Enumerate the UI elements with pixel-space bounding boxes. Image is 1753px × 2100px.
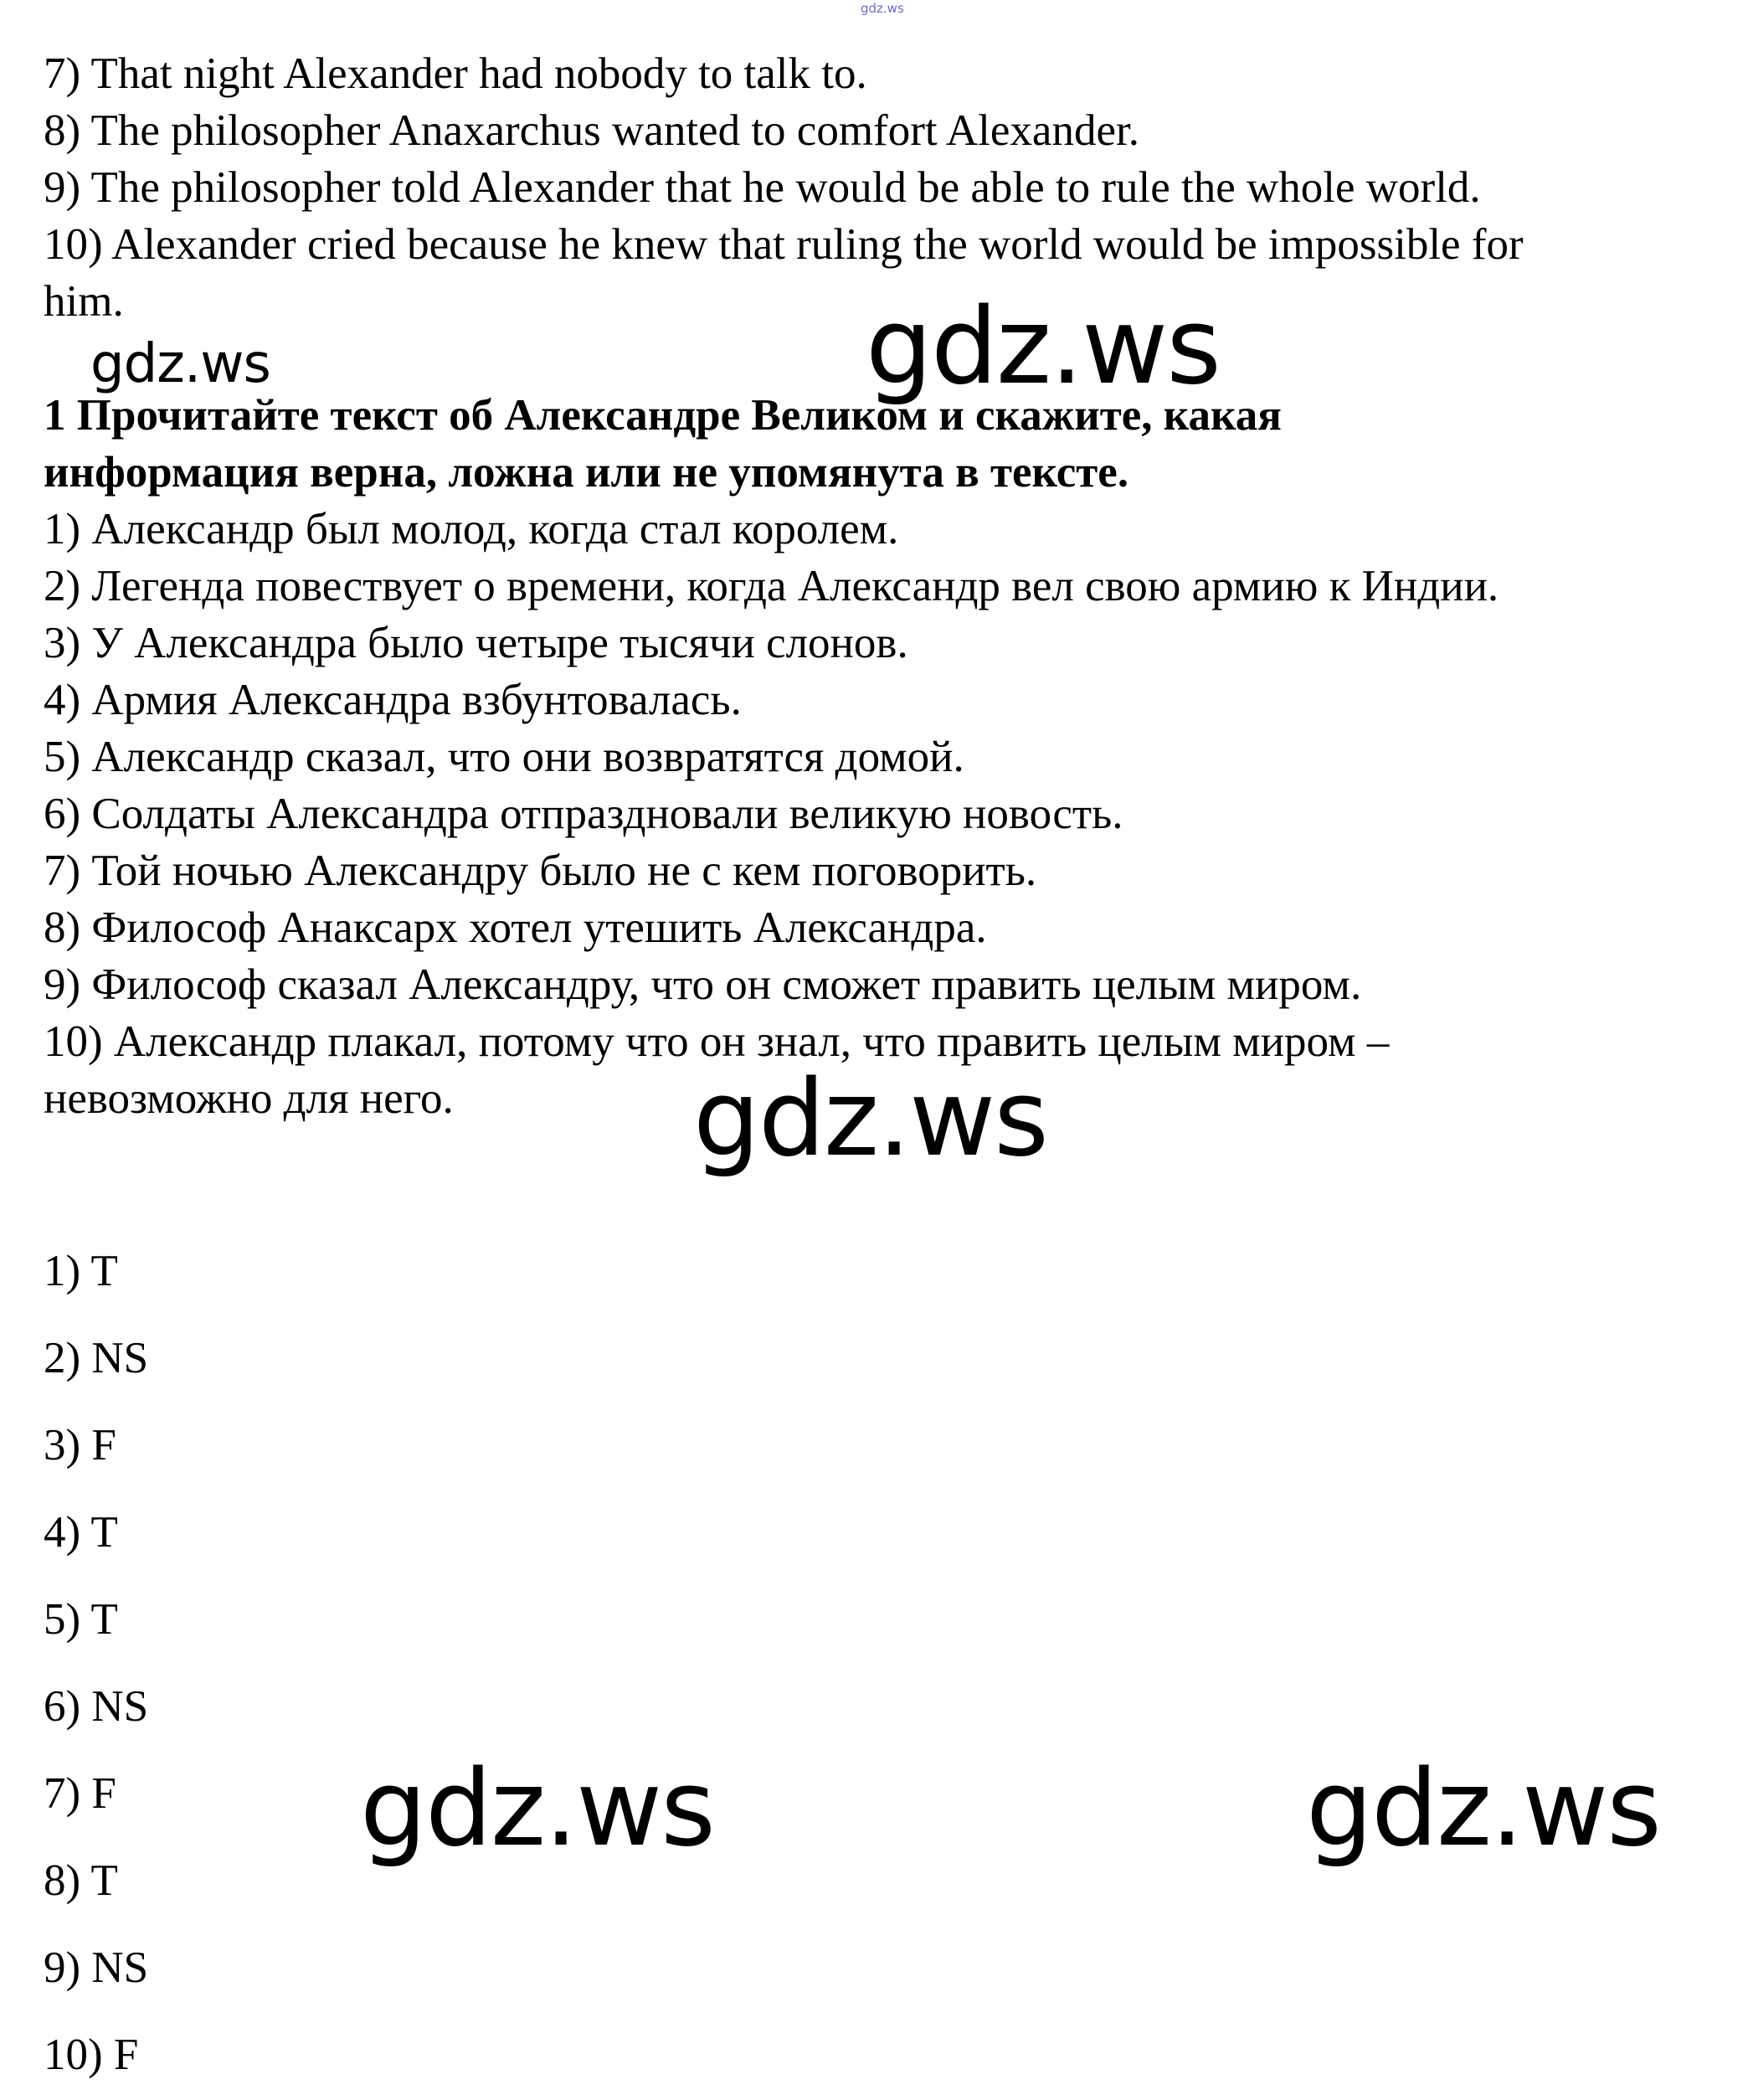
russian-statement-9: 9) Философ сказал Александру, что он сможет править целым миром. — [44, 960, 1362, 1009]
english-statement-7: 7) That night Alexander had nobody to talk to. — [44, 49, 867, 98]
answer-9: 9) NS — [44, 1943, 149, 1992]
answer-10: 10) F — [44, 2031, 139, 2079]
english-statement-10-cont: him. — [44, 277, 124, 326]
answer-3: 3) F — [44, 1421, 116, 1469]
watermark-big-bottom-left: gdz.ws — [360, 1747, 714, 1870]
watermark-small-left: gdz.ws — [90, 333, 270, 395]
russian-statement-10-cont: невозможно для него. — [44, 1074, 454, 1123]
watermark-big-middle: gdz.ws — [693, 1057, 1047, 1180]
english-statement-9: 9) The philosopher told Alexander that he would be able to rule the whole world. — [44, 163, 1481, 212]
russian-statement-2: 2) Легенда повествует о времени, когда Александр вел свою армию к Индии. — [44, 562, 1499, 610]
answer-5: 5) T — [44, 1595, 118, 1644]
watermark-top-tiny: gdz.ws — [861, 1, 904, 16]
watermark-big-bottom-right: gdz.ws — [1306, 1747, 1660, 1870]
russian-statement-8: 8) Философ Анаксарх хотел утешить Александра. — [44, 903, 987, 952]
russian-statement-10: 10) Александр плакал, потому что он знал, что править целым миром – — [44, 1017, 1390, 1066]
answer-2: 2) NS — [44, 1334, 149, 1382]
russian-statement-5: 5) Александр сказал, что они возвратятся домой. — [44, 733, 964, 781]
russian-statement-1: 1) Александр был молод, когда стал королем. — [44, 505, 899, 553]
russian-statement-4: 4) Армия Александра взбунтовалась. — [44, 676, 742, 724]
russian-statement-3: 3) У Александра было четыре тысячи слонов. — [44, 619, 908, 667]
answer-4: 4) T — [44, 1508, 118, 1557]
russian-statement-7: 7) Той ночью Александру было не с кем поговорить. — [44, 847, 1037, 895]
english-statement-10: 10) Alexander cried because he knew that ruling the world would be impossible for — [44, 220, 1524, 269]
english-statement-8: 8) The philosopher Anaxarchus wanted to comfort Alexander. — [44, 106, 1139, 155]
task-heading-line-1: 1 Прочитайте текст об Александре Великом и скажите, какая — [44, 391, 1282, 440]
russian-statement-6: 6) Солдаты Александра отпраздновали великую новость. — [44, 790, 1123, 838]
answer-1: 1) T — [44, 1247, 118, 1295]
answer-8: 8) T — [44, 1856, 118, 1905]
answer-6: 6) NS — [44, 1682, 149, 1731]
answer-7: 7) F — [44, 1769, 116, 1818]
task-heading-line-2: информация верна, ложна или не упомянута в тексте. — [44, 448, 1129, 497]
watermark-big-top: gdz.ws — [866, 285, 1220, 408]
